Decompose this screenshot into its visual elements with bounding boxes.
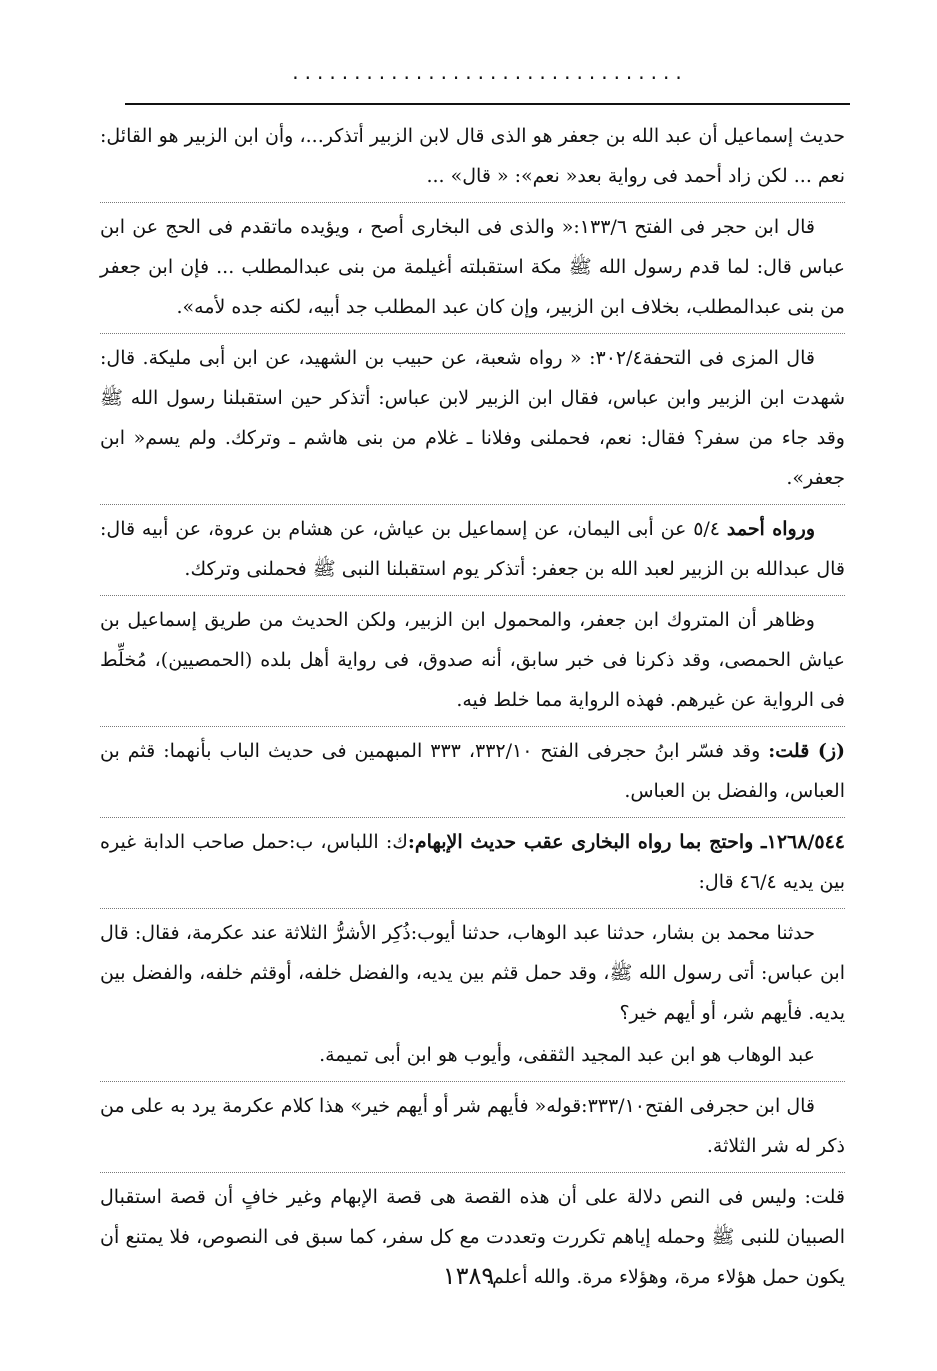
paragraph-text: وظاهر أن المتروك ابن جعفر، والمحمول ابن الزبير، ولكن الحديث من طريق إسماعيل بن عياش الحمصى، وقد ذكرنا فى خبر سابق، أنه صدوق، فى رواية أهل بلده (الحمصيين)، مُخلِّط فى الرواية عن غيرهم. فهذه الرواية مما خلط فيه. (100, 609, 845, 711)
paragraph-text: قال ابن حجرفى الفتح٣٣٣/١٠:قوله« فأيهم شر أو أيهم خير» هذا كلام عكرمة يرد به على من ذكر له شر الثلاثة. (100, 1095, 845, 1157)
paragraph-4 (100, 504, 845, 589)
paragraph-text: قلت: وليس فى النص دلالة على أن هذه القصة هى قصة الإبهام وغير خافٍ أن قصة استقبال الصبيان للنبى ﷺ وحمله إياهم تكررت وتعددت مع كل سفر، كما سبق فى النصوص، فلا يمتنع أن يكون حمل هؤلاء مرة، وهؤلاء مرة. والله أعلم. (100, 1186, 845, 1288)
paragraph-6 (100, 726, 845, 811)
hadith-paragraph-2 (100, 1033, 845, 1075)
paragraph-text: وقد فسّر ابنُ حجرفى الفتح ٣٣٢/١٠، ٣٣٣ المبهمين فى حديث الباب بأنهما: قثم بن العباس، والفضل بن العباس. (100, 740, 845, 802)
paragraph-lead: (ز) قلت: (768, 740, 845, 762)
entry-title: ـ واحتج بما رواه البخارى عقب حديث الإبهام: (407, 831, 767, 853)
paragraph-1 (100, 114, 845, 196)
entry-number: ١٢٦٨/٥٤٤ (766, 831, 846, 853)
paragraph-3 (100, 333, 845, 498)
paragraph-2 (100, 202, 845, 327)
paragraph-text: قال ابن حجر فى الفتح ١٣٣/٦:« والذى فى البخارى أصح ، ويؤيده ماتقدم فى الحج عن ابن عباس قال: لما قدم رسول الله ﷺ مكة استقبلته أغيلمة من بنى عبدالمطلب ... فإن ابن جعفر من بنى عبدالمطلب، بخلاف ابن الزبير، وإن كان عبد المطلب جد أبيه، لكنه جده لأمه». (100, 216, 845, 318)
hadith-paragraph-3 (100, 1081, 845, 1166)
paragraph-text: قال المزى فى التحفة٣٠٢/٤: « رواه شعبة، عن حبيب بن الشهيد، عن ابن أبى مليكة. قال: شهدت ابن الزبير وابن عباس، فقال ابن الزبير لابن عباس: أتذكر حين استقبلنا رسول الله ﷺ وقد جاء من سفر؟ فقال: نعم، فحملنى وفلانا ـ غلام من بنى هاشم ـ وتركك. ولم يسم« ابن جعفر». (100, 347, 845, 489)
entry-text: ك: اللباس، ب:حمل صاحب الدابة غيره بين يديه ٤٦/٤ قال: (100, 831, 845, 893)
paragraph-text: ٥/٤ عن أبى اليمان، عن إسماعيل بن عياش، عن هشام بن عروة، عن أبيه قال: قال عبدالله بن الزبير لعبد الله بن جعفر: أتذكر يوم استقبلنا النبى ﷺ فحملنى وتركك. (100, 518, 845, 580)
entry-heading (100, 817, 845, 902)
paragraph-5 (100, 595, 845, 720)
paragraph-text: عبد الوهاب هو ابن عبد المجيد الثقفى، وأيوب هو ابن أبى تميمة. (319, 1044, 815, 1066)
paragraph-text: حديث إسماعيل أن عبد الله بن جعفر هو الذى قال لابن الزبير أتذكر...، وأن ابن الزبير هو القائل: نعم ... لكن زاد أحمد فى رواية بعد« نعم»: « قال» ... (100, 125, 845, 187)
header-rule (125, 103, 850, 105)
page-body (100, 114, 845, 1297)
paragraph-text: حدثنا محمد بن بشار، حدثنا عبد الوهاب، حدثنا أيوب:ذُكِر الأشرُّ الثلاثة عند عكرمة، فقال: قال ابن عباس: أتى رسول الله ﷺ، وقد حمل قثم بين يديه، والفضل خلفه، أوقثم خلفه، والفضل بين يديه. فأيهم شر، أو أيهم خير؟ (100, 922, 845, 1024)
hadith-paragraph-1 (100, 908, 845, 1033)
paragraph-lead: ورواه أحمد (726, 518, 816, 540)
page-number: ١٣٨٩ (442, 1262, 495, 1290)
header-dotted-line: ................................ (292, 60, 688, 80)
